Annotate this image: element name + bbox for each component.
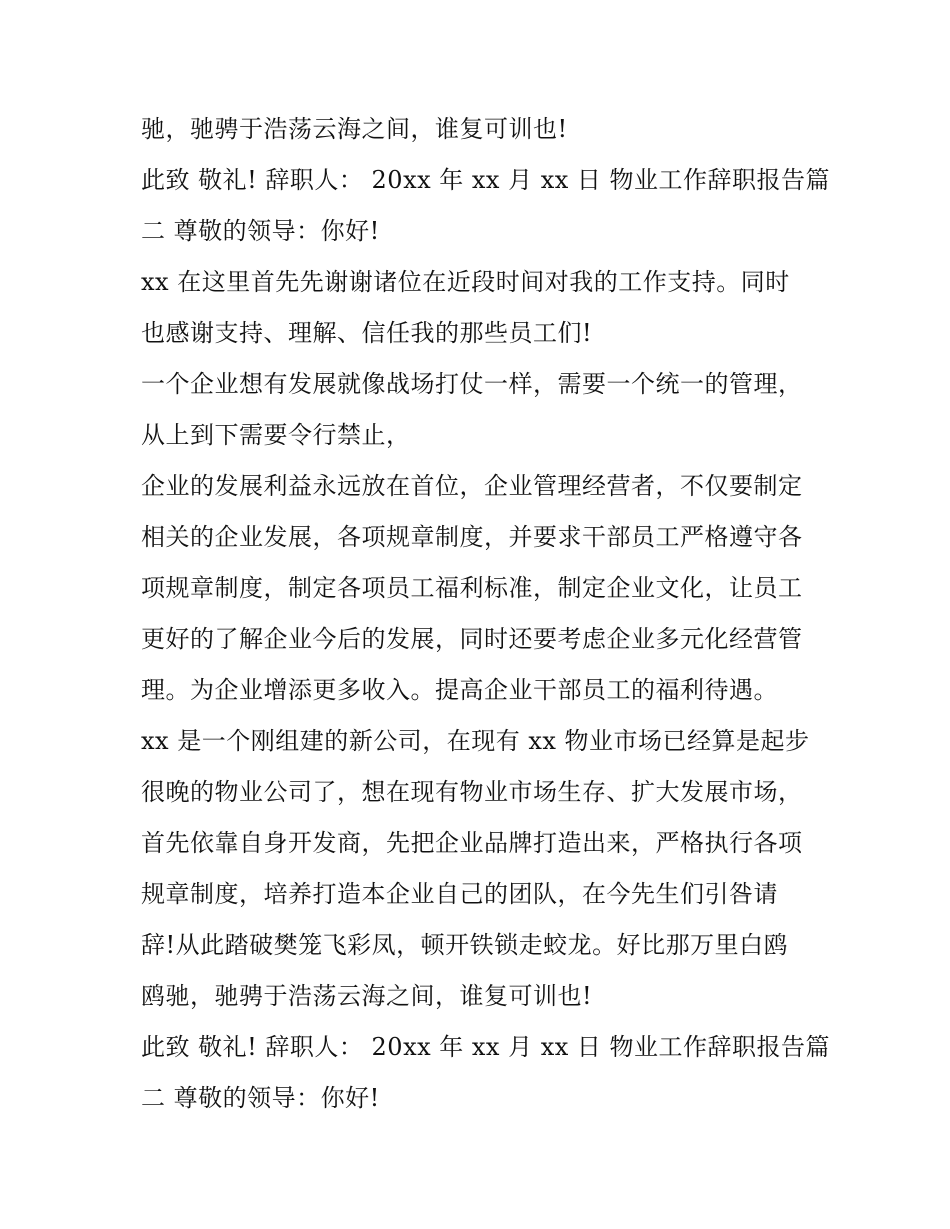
text-line: 更好的了解企业今后的发展，同时还要考虑企业多元化经营管 [141, 625, 803, 653]
text-line: xx 是一个刚组建的新公司，在现有 xx 物业市场已经算是起步 [141, 727, 810, 755]
text-line: 项规章制度，制定各项员工福利标准，制定企业文化，让员工 [141, 574, 803, 602]
text-line: 此致 敬礼! 辞职人： 20xx 年 xx 月 xx 日 物业工作辞职报告篇 [141, 166, 831, 194]
text-line: 理。为企业增添更多收入。提高企业干部员工的福利待遇。 [141, 676, 778, 704]
text-line: 二 尊敬的领导：你好! [141, 1084, 380, 1112]
text-line: 很晚的物业公司了，想在现有物业市场生存、扩大发展市场， [141, 778, 803, 806]
text-line: 鸥驰，驰骋于浩荡云海之间，谁复可训也! [141, 982, 593, 1010]
text-line: 驰，驰骋于浩荡云海之间，谁复可训也! [141, 115, 568, 143]
text-line: 首先依靠自身开发商，先把企业品牌打造出来，严格执行各项 [141, 829, 803, 857]
text-line: 二 尊敬的领导：你好! [141, 217, 380, 245]
text-line: 规章制度，培养打造本企业自己的团队，在今先生们引咎请 [141, 880, 778, 908]
text-line: 相关的企业发展，各项规章制度，并要求干部员工严格遵守各 [141, 523, 803, 551]
text-line: 从上到下需要令行禁止， [141, 421, 411, 449]
text-line: 企业的发展利益永远放在首位，企业管理经营者，不仅要制定 [141, 472, 803, 500]
text-line: 也感谢支持、理解、信任我的那些员工们! [141, 319, 593, 347]
text-line: 辞!从此踏破樊笼飞彩凤，顿开铁锁走蛟龙。好比那万里白鸥 [141, 931, 789, 959]
body-text [141, 104, 831, 1124]
text-line: 一个企业想有发展就像战场打仗一样，需要一个统一的管理， [141, 370, 803, 398]
text-line: xx 在这里首先先谢谢诸位在近段时间对我的工作支持。同时 [141, 268, 790, 296]
text-line: 此致 敬礼! 辞职人： 20xx 年 xx 月 xx 日 物业工作辞职报告篇 [141, 1033, 831, 1061]
